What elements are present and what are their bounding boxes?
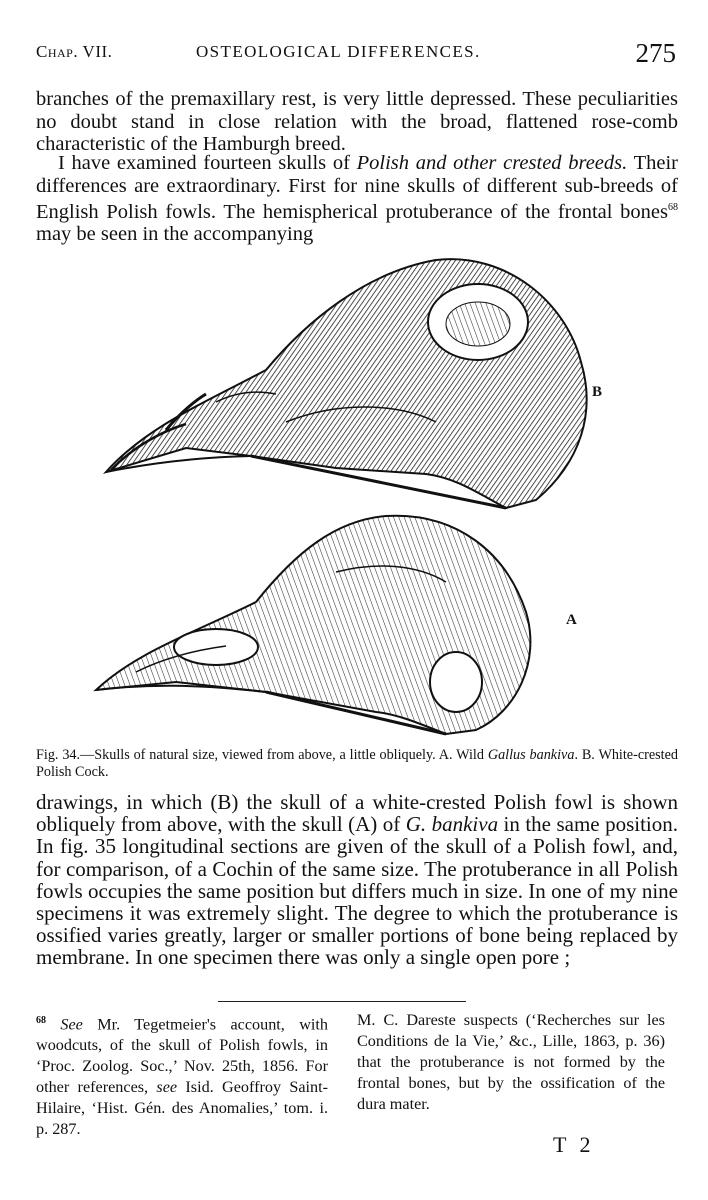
page-number: 275 (635, 38, 676, 68)
caption-italic: Gallus bankiva (487, 747, 575, 763)
footnote-mark: 68 (36, 1015, 46, 1026)
footnote-68-left (36, 1010, 328, 1140)
footnote-divider (218, 1001, 466, 1002)
skull-a-drawing (96, 516, 530, 734)
footnote-see: See (60, 1015, 83, 1034)
para3-start: drawings, in which (B) the skull of a white-crested Polish fowl is shown obliquely from above, with the skull (A) of (36, 790, 678, 837)
skull-b-drawing (106, 259, 587, 508)
paragraph-continued: branches of the premaxillary rest, is very little depressed. These peculiarities no doubt stand in close relation with the broad, flattened rose-comb characteristic of the Hamburgh breed. (36, 88, 678, 155)
para2-start: I have examined fourteen skulls of (58, 152, 357, 174)
footnote-left-text: Mr. Tegetmeier's account, with woodcuts, of the skull of Polish fowls, in ‘Proc. Zoolog. Soc.,’ Nov. 25th, 1856. For other references, (36, 1015, 328, 1097)
footnote-left-text-2: Isid. Geoffroy Saint-Hilaire, ‘Hist. Gén. des Anomalies,’ tom. i. p. 287. (36, 1078, 329, 1139)
figure-caption (36, 747, 678, 781)
skull-illustration (36, 252, 678, 740)
running-header (36, 36, 678, 76)
para3-end: in the same position. In fig. 35 longitudinal sections are given of the skull of a Polish fowl, and, for comparison, of a Cochin of the same size. The protuberance in all Polish fowls occupies the same position but differs much in size. In one of my nine specimens it was extremely slight. The degree to which the protuberance is ossified varies greatly, larger or smaller portions of bone being replaced by membrane. In one specimen there was only a single open pore ; (36, 812, 678, 970)
running-title: OSTEOLOGICAL DIFFERENCES. (196, 42, 481, 61)
figure-label-a: A (566, 612, 577, 628)
footnote-reference: 68 (668, 202, 678, 213)
footnote-see-2: see (156, 1078, 178, 1097)
caption-part2: . B. White-crested Polish Cock. (36, 747, 679, 780)
chapter-heading: Chap. VII. (36, 42, 113, 61)
skull-engraving (36, 252, 678, 740)
paragraph-drawings (36, 791, 678, 969)
signature-mark: T 2 (553, 1132, 595, 1157)
para2-end: may be seen in the accompanying (36, 223, 314, 246)
para2-mid: Their differences are extraordinary. First for nine skulls of different sub-breeds of English Polish fowls. The hemispherical protuberance of the frontal bones (36, 152, 678, 223)
footnote-68-right: M. C. Dareste suspects (‘Recherches sur les Conditions de la Vie,’ &c., Lille, 1863, p. 36) that the protuberance is not formed by the frontal bones, but by the ossification of the dura mater. (357, 1011, 665, 1113)
figure-label-b: B (592, 384, 603, 400)
para3-italic: G. bankiva (405, 812, 499, 837)
paragraph-polish-skulls (36, 152, 678, 246)
caption-part1: Fig. 34.—Skulls of natural size, viewed from above, a little obliquely. A. Wild (36, 747, 488, 763)
para2-italic: Polish and other crested breeds. (356, 152, 628, 174)
